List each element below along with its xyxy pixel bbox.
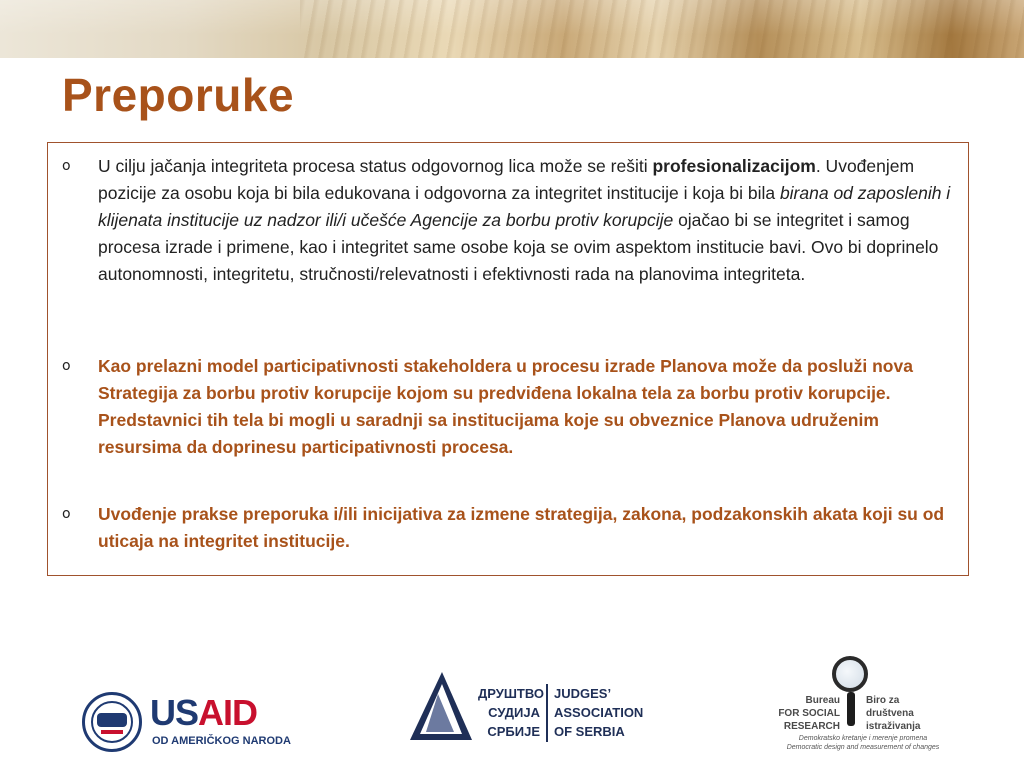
judges-cyr-line: СУДИЈА — [488, 705, 540, 720]
bureau-right-line: društvena — [866, 708, 914, 719]
slide-title: Preporuke — [62, 69, 295, 121]
magnifier-handle — [847, 692, 855, 726]
bullet-1-text-part: . Uvođenjem pozicije za osobu koja bi bila edukovana i odgovorna za integritet institucije i koja bi bila — [98, 156, 915, 203]
judges-divider — [546, 684, 548, 742]
judges-lat-line: ASSOCIATION — [554, 705, 644, 720]
bullet-text-1 — [98, 153, 962, 288]
bureau-right-line: Biro za — [866, 695, 900, 706]
usaid-aid: AID — [198, 692, 258, 733]
judges-cyr-line: ДРУШТВО — [478, 686, 545, 701]
judges-association-logo — [408, 670, 648, 750]
usaid-us: US — [150, 692, 199, 733]
bullet-marker: o — [62, 358, 71, 374]
judges-lat-line: JUDGES’ — [554, 686, 612, 701]
bureau-social-research-logo — [760, 656, 960, 756]
bureau-left-line: RESEARCH — [783, 721, 840, 732]
triangle-logo-icon — [408, 670, 474, 742]
footer-logos — [0, 650, 1024, 760]
bullet-text-3: Uvođenje prakse preporuka i/ili inicijativa za izmene strategija, zakona, podzakonskih akata koji su od uticaja na integritet institucije. — [98, 504, 945, 551]
bullet-item-3 — [62, 501, 962, 555]
header-decoration — [0, 0, 1024, 58]
bullet-1-emphasis: profesionalizacijom — [652, 156, 816, 176]
bullet-text-2: Kao prelazni model participativnosti stakeholdera u procesu izrade Planova može da posluži nova Strategija za borbu protiv korupcije kojom su predviđena lokalna tela za borbu protiv korupcije. Predstavnici tih tela bi mogli u saradnji sa institucijama koje su obveznice Planova udruženim resursima da doprinesu participativnosti procesa. — [98, 356, 913, 457]
bullet-item-1 — [62, 153, 962, 288]
bullet-marker: o — [62, 506, 71, 522]
content-box — [47, 142, 969, 576]
bullet-1-text-part: U cilju jačanja integriteta procesa status odgovornog lica može se rešiti — [98, 156, 653, 176]
handshake-icon — [97, 713, 127, 727]
bureau-tagline-line: Demokratsko kretanje i merenje promena — [798, 735, 928, 742]
usaid-subtitle: OD AMERIČKOG NARODA — [152, 735, 291, 747]
bureau-tagline — [768, 734, 958, 752]
usaid-seal-icon — [82, 692, 142, 752]
book-pages-decoration — [300, 0, 1024, 58]
bureau-english-name — [770, 694, 840, 733]
bureau-serbian-name — [866, 694, 946, 733]
seal-stripe — [101, 730, 123, 734]
bureau-right-line: istraživanja — [866, 721, 921, 732]
judges-cyr-line: СРБИЈЕ — [487, 724, 540, 739]
usaid-wordmark — [150, 692, 257, 734]
magnifying-glass-icon — [832, 656, 868, 692]
bullet-1-italic: birana od zaposlenih i klijenata institucije uz nadzor ili/i učešće Agencije za borbu protiv korupcije — [98, 183, 951, 230]
bureau-tagline-line: Democratic design and measurement of changes — [786, 744, 940, 751]
bullet-item-2 — [62, 353, 962, 461]
judges-lat-line: OF SERBIA — [554, 724, 625, 739]
judges-latin-name — [554, 684, 643, 741]
bullet-marker: o — [62, 158, 71, 174]
bureau-left-line: Bureau — [805, 695, 840, 706]
bureau-left-line: FOR SOCIAL — [778, 708, 840, 719]
usaid-logo — [82, 690, 302, 750]
judges-cyrillic-name — [478, 684, 545, 741]
bullet-1-text-part: ojačao bi se integritet i samog procesa izrade i primene, kao i integritet same osobe koja se ovim aspektom institucie bavi. Ovo bi doprinelo autonomnosti, integritetu, stručnosti/relevatnosti i efektivnosti rada na planovima integriteta. — [98, 210, 939, 284]
